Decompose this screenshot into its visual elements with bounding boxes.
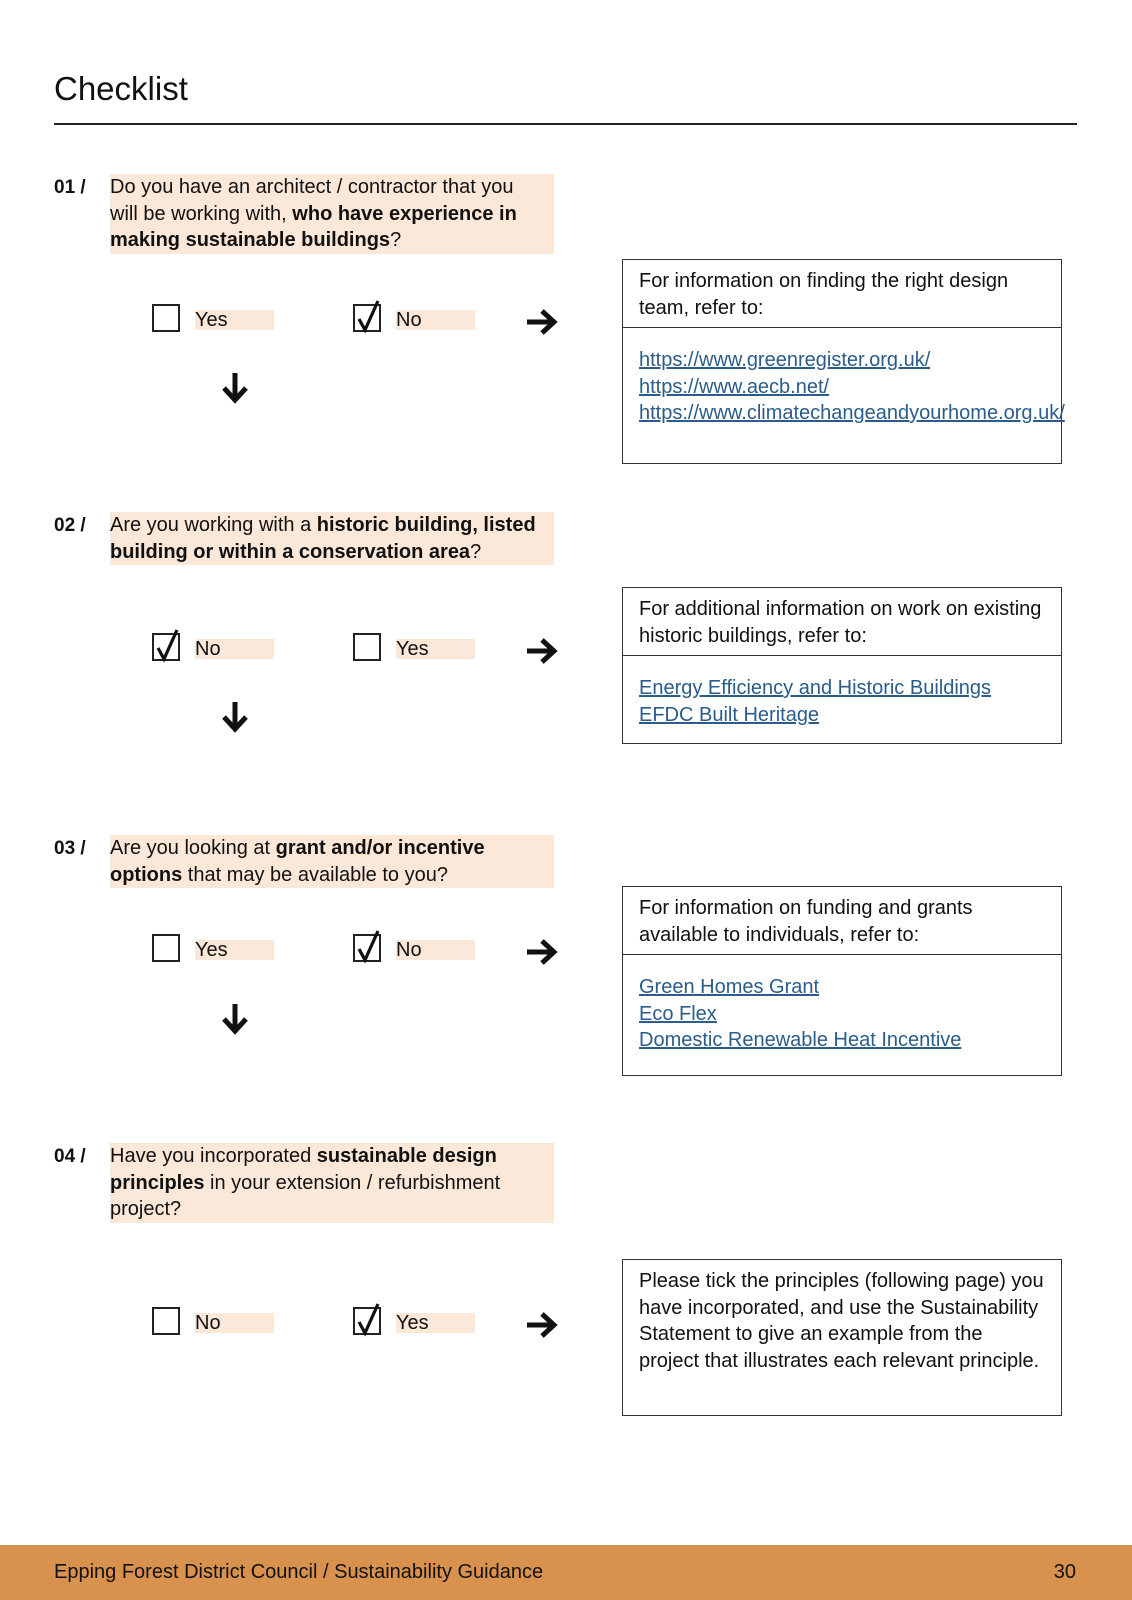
checkmark-icon	[356, 929, 382, 963]
info-links	[623, 655, 1061, 738]
checkmark-icon	[155, 628, 181, 662]
info-text: Please tick the principles (following page) you have incorporated, and use the Sustainability Statement to give an example from the project that illustrates each relevant principle.	[639, 1270, 1044, 1372]
question-text: Are you looking at grant and/or incentive options that may be available to you?	[110, 835, 554, 888]
checkmark-icon	[356, 299, 382, 333]
question-number: 04 /	[54, 1146, 86, 1167]
option-label: No	[396, 310, 475, 330]
checkbox-unchecked[interactable]	[152, 304, 180, 332]
checkbox-unchecked[interactable]	[152, 934, 180, 962]
checkbox-checked[interactable]	[152, 633, 180, 661]
info-box	[622, 1259, 1062, 1416]
question-text: Have you incorporated sustainable design principles in your extension / refurbishment project?	[110, 1143, 554, 1223]
link-aecb[interactable]: https://www.aecb.net/	[639, 375, 830, 398]
footer-bar	[0, 1545, 1132, 1600]
arrow-right-icon	[525, 307, 559, 337]
arrow-down-icon	[220, 371, 250, 405]
checkbox-checked[interactable]	[353, 1307, 381, 1335]
option-label: Yes	[396, 639, 475, 659]
question-number: 02 /	[54, 515, 86, 536]
question-number: 03 /	[54, 838, 86, 859]
option-label: No	[195, 1313, 274, 1333]
arrow-right-icon	[525, 1310, 559, 1340]
info-heading: For additional information on work on existing historic buildings, refer to:	[639, 598, 1042, 647]
option-label: Yes	[195, 940, 274, 960]
info-heading: For information on finding the right design team, refer to:	[639, 270, 1009, 319]
arrow-right-icon	[525, 636, 559, 666]
page-number: 30	[1053, 1561, 1076, 1583]
link-energy-efficiency-historic-buildings[interactable]: Energy Efficiency and Historic Buildings	[639, 677, 992, 699]
info-box	[622, 259, 1065, 464]
option-label: No	[396, 940, 475, 960]
arrow-right-icon	[525, 937, 559, 967]
arrow-down-icon	[220, 700, 250, 734]
info-box	[622, 587, 1062, 744]
link-efdc-built-heritage[interactable]: EFDC Built Heritage	[639, 703, 820, 726]
option-label: No	[195, 639, 274, 659]
question-text: Do you have an architect / contractor that you will be working with, who have experience in making sustainable buildings?	[110, 174, 554, 254]
info-links	[623, 327, 1065, 437]
info-links	[623, 954, 1061, 1064]
question-text: Are you working with a historic building, listed building or within a conservation area?	[110, 512, 554, 565]
link-green-homes-grant[interactable]: Green Homes Grant	[639, 976, 820, 998]
link-greenregister[interactable]: https://www.greenregister.org.uk/	[639, 349, 931, 371]
checkmark-icon	[356, 1302, 382, 1336]
info-heading: For information on funding and grants available to individuals, refer to:	[639, 897, 973, 946]
checkbox-checked[interactable]	[353, 934, 381, 962]
checkbox-checked[interactable]	[353, 304, 381, 332]
footer-title: Epping Forest District Council / Sustainability Guidance	[54, 1561, 544, 1583]
question-number: 01 /	[54, 177, 86, 198]
checkbox-unchecked[interactable]	[152, 1307, 180, 1335]
info-box	[622, 886, 1062, 1076]
link-eco-flex[interactable]: Eco Flex	[639, 1002, 717, 1025]
page-title: Checklist	[54, 70, 188, 107]
arrow-down-icon	[220, 1002, 250, 1036]
link-domestic-renewable-heat-incentive[interactable]: Domestic Renewable Heat Incentive	[639, 1029, 962, 1051]
checkbox-unchecked[interactable]	[353, 633, 381, 661]
link-climatechangeandyourhome[interactable]: https://www.climatechangeandyourhome.org.uk/	[639, 402, 1065, 424]
title-divider	[54, 123, 1077, 125]
option-label: Yes	[396, 1313, 475, 1333]
option-label: Yes	[195, 310, 274, 330]
